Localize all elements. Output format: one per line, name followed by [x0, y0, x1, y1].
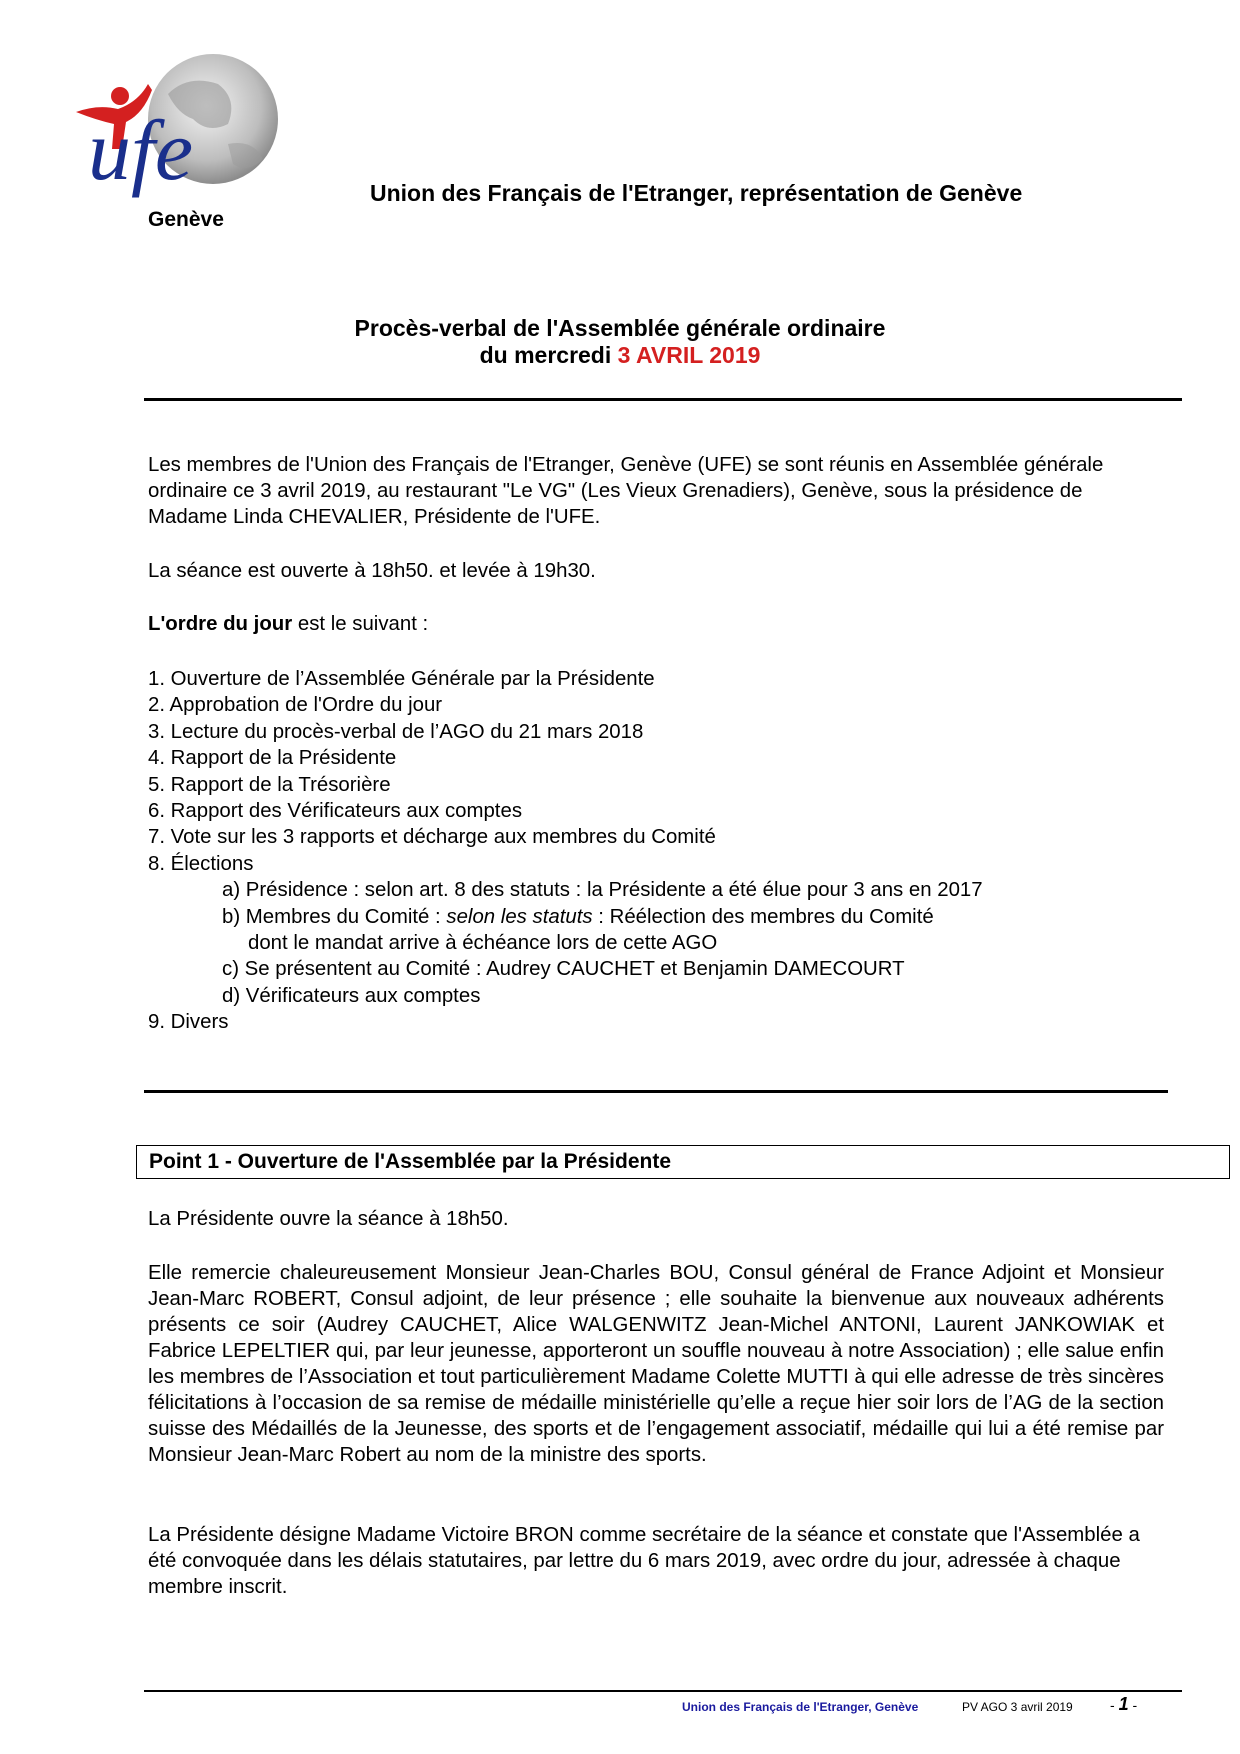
divider-middle — [144, 1090, 1168, 1093]
agenda-item-8b-italic: selon les statuts — [446, 905, 593, 928]
intro-paragraph: Les membres de l'Union des Français de l'Etranger, Genève (UFE) se sont réunis en Assemblée générale ordinaire ce 3 avril 2019, au restaurant "Le VG" (Les Vieux Grenadiers), Genève, sous la présidence de Madame Linda CHEVALIER, Présidente de l'UFE. — [148, 454, 1104, 528]
footer-organization: Union des Français de l'Etranger, Genève — [682, 1700, 919, 1714]
agenda-intro-bold: L'ordre du jour — [148, 613, 293, 635]
agenda-item-6: 6. Rapport des Vérificateurs aux comptes — [148, 800, 523, 823]
agenda-list — [148, 666, 983, 1036]
agenda-item-8d: d) Vérificateurs aux comptes — [222, 984, 481, 1007]
point1-paragraph-3: La Présidente désigne Madame Victoire BRON comme secrétaire de la séance et constate que l'Assemblée a été convoquée dans les délais statutaires, par lettre du 6 mars 2019, avec ordre du jour, adressée à chaque membre inscrit. — [148, 1524, 1140, 1598]
page-dash-left: - — [1110, 1697, 1119, 1713]
agenda-item-9: 9. Divers — [148, 1011, 229, 1034]
agenda-item-8b — [148, 904, 983, 930]
title-date: 3 AVRIL 2019 — [617, 342, 761, 368]
divider-top — [144, 398, 1182, 401]
point1-heading: Point 1 - Ouverture de l'Assemblée par la Présidente — [149, 1150, 672, 1173]
footer-page-number — [1110, 1694, 1137, 1715]
agenda-item-4: 4. Rapport de la Présidente — [148, 747, 397, 770]
point1-heading-box — [136, 1145, 1230, 1179]
title-line-2 — [0, 342, 1240, 369]
agenda-item-8a: a) Présidence : selon art. 8 des statuts : la Présidente a été élue pour 3 ans en 2017 — [222, 879, 983, 902]
globe-logo-icon — [68, 54, 303, 214]
agenda-item-3: 3. Lecture du procès-verbal de l’AGO du 21 mars 2018 — [148, 720, 644, 743]
session-times: La séance est ouverte à 18h50. et levée à 19h30. — [148, 560, 596, 582]
agenda-item-8: 8. Élections — [148, 852, 254, 875]
logo-city-label: Genève — [148, 208, 224, 231]
agenda-item-7: 7. Vote sur les 3 rapports et décharge aux membres du Comité — [148, 826, 716, 849]
organization-title: Union des Français de l'Etranger, représentation de Genève — [370, 180, 1023, 206]
agenda-item-1: 1. Ouverture de l’Assemblée Générale par la Présidente — [148, 668, 655, 690]
page-dash-right: - — [1128, 1697, 1138, 1713]
page-number: 1 — [1118, 1694, 1129, 1714]
title-line-1: Procès-verbal de l'Assemblée générale ordinaire — [354, 315, 886, 341]
agenda-item-5: 5. Rapport de la Trésorière — [148, 773, 391, 796]
point1-paragraph-2: Elle remercie chaleureusement Monsieur Jean-Charles BOU, Consul général de France Adjoint et Monsieur Jean-Marc ROBERT, Consul adjoint, de leur présence ; elle souhaite la bienvenue aux nouveaux adhérents présents ce soir (Audrey CAUCHET, Alice WALGENWITZ Jean-Michel ANTONI, Laurent JANKOWIAK et Fabrice LEPELTIER qui, par leur jeunesse, apporteront un souffle nouveau à notre Association) ; elle salue enfin les membres de l’Association et tout particulièrement Madame Colette MUTTI à qui elle adresse de très sincères félicitations à l’occasion de sa remise de médaille ministérielle qu’elle a reçue hier soir lors de l’AG de la section suisse des Médaillés de la Jeunesse, des sports et de l’engagement associatif, médaille qui lui a été remise par Monsieur Jean-Marc Robert au nom de la ministre des sports. — [148, 1262, 1164, 1466]
title-date-prefix: du mercredi — [479, 342, 618, 368]
footer-reference: PV AGO 3 avril 2019 — [962, 1700, 1073, 1714]
agenda-item-8b-suffix: : Réélection des membres du Comité — [592, 905, 934, 928]
ufe-logo — [68, 54, 303, 214]
agenda-item-2: 2. Approbation de l'Ordre du jour — [148, 694, 443, 717]
document-title — [0, 315, 1240, 369]
agenda-intro-rest: est le suivant : — [292, 613, 429, 635]
agenda-intro — [148, 611, 1164, 637]
divider-footer — [144, 1690, 1182, 1692]
agenda-item-8b-line2: dont le mandat arrive à échéance lors de cette AGO — [248, 932, 718, 955]
logo-text: ufe — [88, 102, 194, 198]
agenda-item-8b-prefix: b) Membres du Comité : — [222, 905, 447, 928]
agenda-item-8c: c) Se présentent au Comité : Audrey CAUCHET et Benjamin DAMECOURT — [222, 958, 905, 981]
point1-paragraph-1: La Présidente ouvre la séance à 18h50. — [148, 1208, 509, 1230]
